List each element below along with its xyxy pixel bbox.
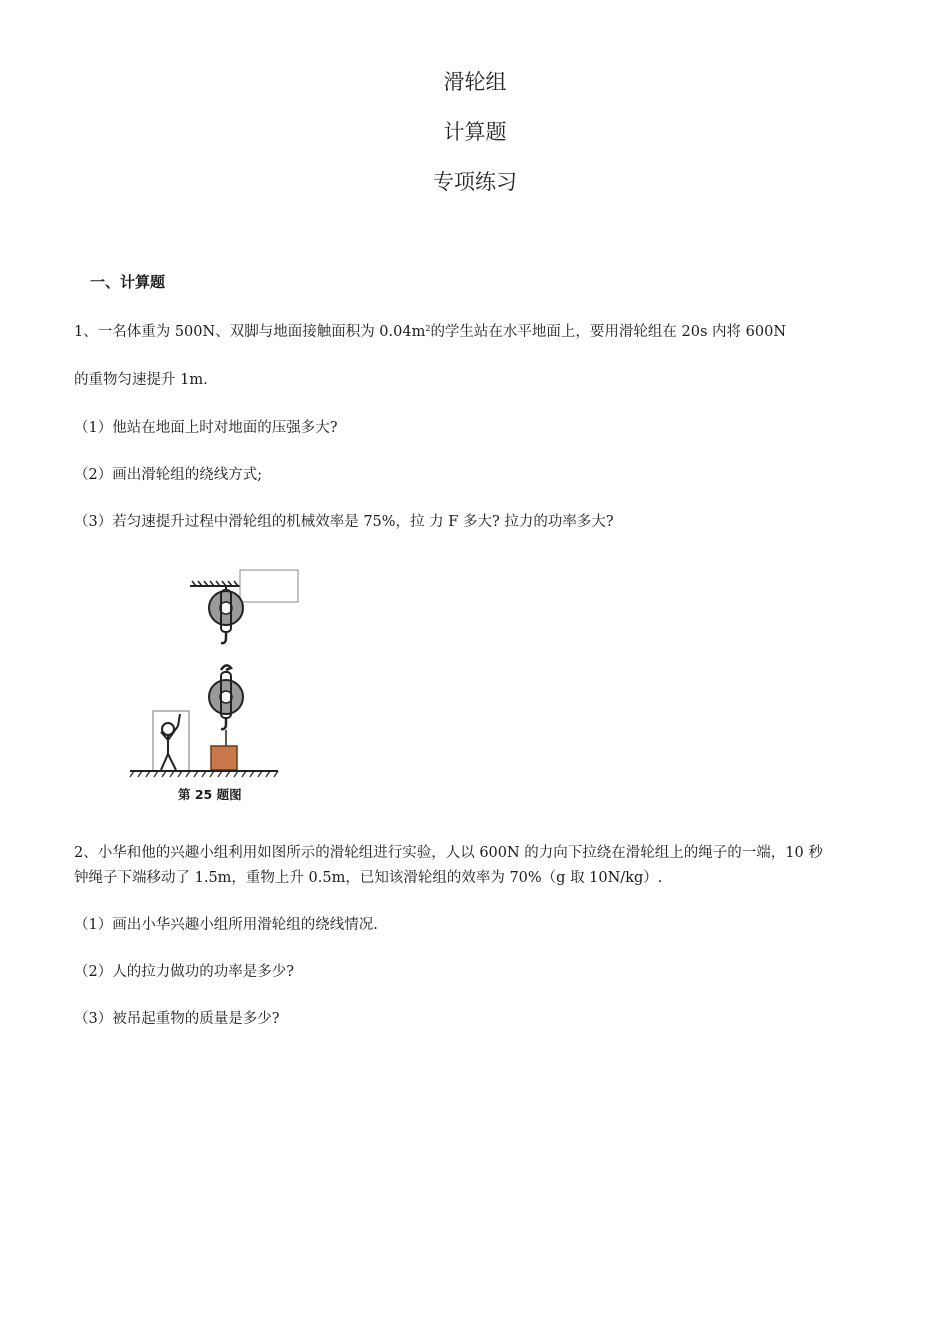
title-line-2: 计算题 <box>443 120 507 144</box>
question-1-sub-3: （3）若匀速提升过程中滑轮组的机械效率是 75%，拉 力 F 多大? 拉力的功率多大? <box>74 514 614 530</box>
stick-figure <box>153 711 189 771</box>
question-2-sub-2: （2）人的拉力做功的功率是多少? <box>74 964 294 980</box>
question-1-sub-1: （1）他站在地面上时对地面的压强多大? <box>74 420 338 436</box>
question-1-line-1 <box>74 320 786 341</box>
pulley-diagram <box>128 566 303 781</box>
question-1-line-2: 的重物匀速提升 1m. <box>74 372 208 388</box>
movable-pulley <box>209 665 243 746</box>
question-1-sub-2: （2）画出滑轮组的绕线方式; <box>74 467 263 483</box>
question-2-line-2: 钟绳子下端移动了 1.5m，重物上升 0.5m，已知该滑轮组的效率为 70%（g 取 10N/kg）. <box>74 870 663 886</box>
question-2-sub-1: （1）画出小华兴趣小组所用滑轮组的绕线情况. <box>74 917 378 933</box>
load-box <box>211 746 237 770</box>
ground <box>130 771 278 777</box>
question-1-superscript: 2 <box>425 324 431 333</box>
fixed-pulley <box>209 586 243 643</box>
section-heading: 一、计算题 <box>90 273 166 291</box>
title-line-1: 滑轮组 <box>443 70 507 94</box>
figure-caption: 第 25 题图 <box>178 787 242 802</box>
question-1-line-1-text-b: 的学生站在水平地面上，要用滑轮组在 20s 内将 600N <box>430 324 787 340</box>
question-2-line-1: 2、小华和他的兴趣小组利用如图所示的滑轮组进行实验，人以 600N 的力向下拉绕在滑轮组上的绳子的一端，10 秒 <box>74 845 823 861</box>
pulley-figure <box>128 566 303 806</box>
title-line-3: 专项练习 <box>433 170 517 194</box>
question-1-line-1-text-a: 1、一名体重为 500N、双脚与地面接触面积为 0.04m <box>74 324 426 340</box>
answer-box <box>240 570 298 602</box>
question-2-sub-3: （3）被吊起重物的质量是多少? <box>74 1011 280 1027</box>
